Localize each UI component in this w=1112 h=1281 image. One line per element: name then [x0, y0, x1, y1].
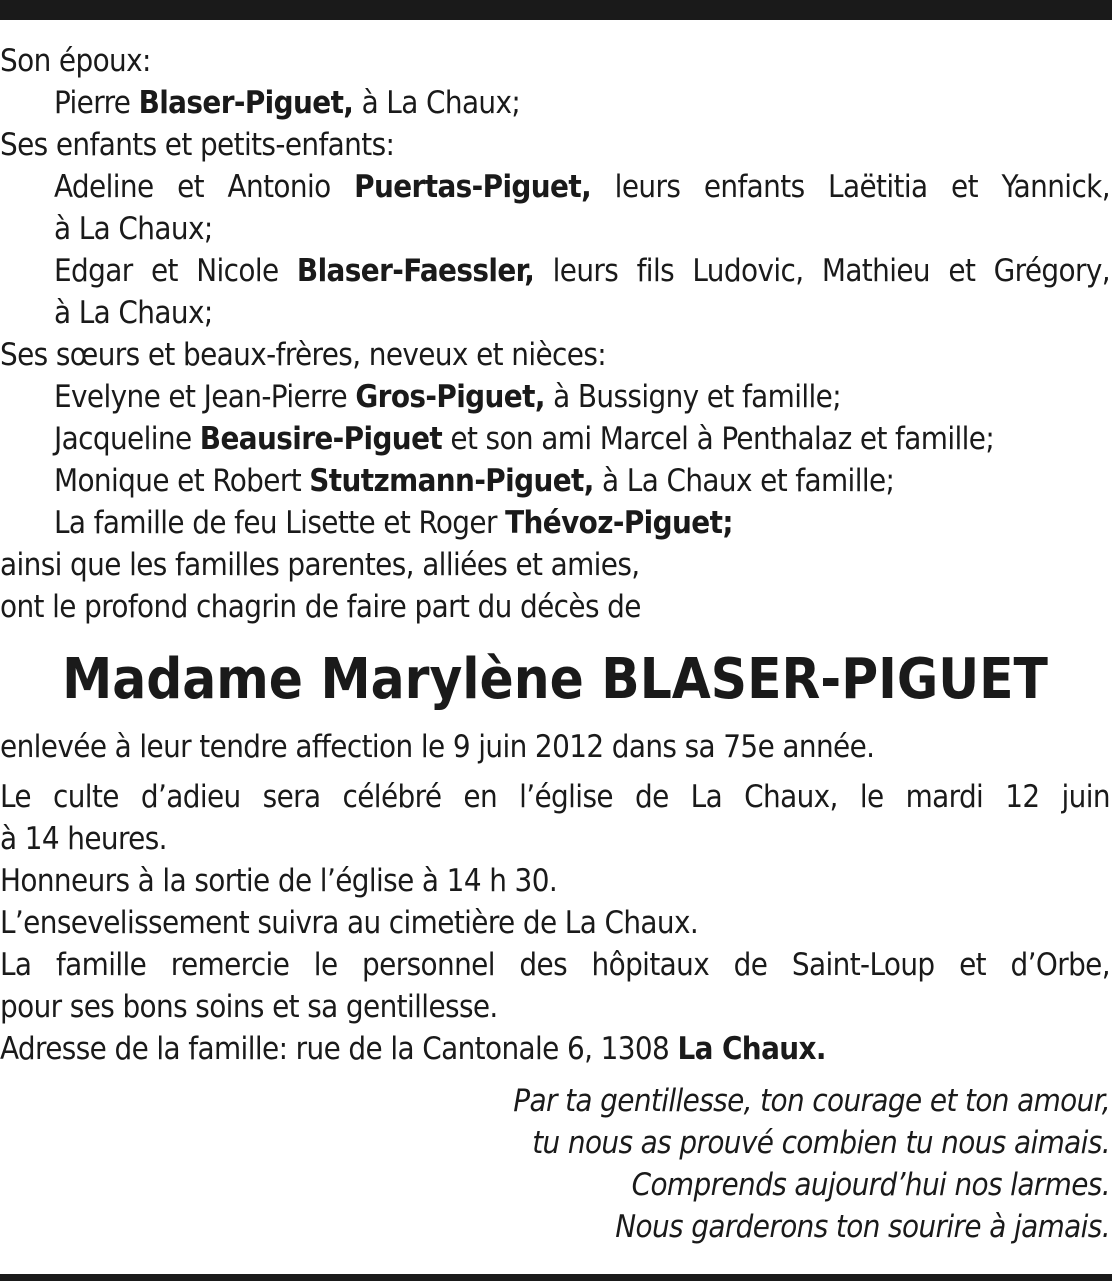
children-2-descendants: leurs fils Ludovic, Mathieu et Grégory,	[534, 253, 1110, 289]
children-1-names: Adeline et Antonio	[54, 169, 355, 205]
children-entry-2	[0, 250, 1110, 334]
children-1-location: à La Chaux;	[54, 211, 213, 247]
service-line-2: à 14 heures.	[0, 821, 167, 857]
spouse-surname: Blaser-Piguet,	[138, 85, 354, 121]
poem-line-4: Nous garderons ton sourire à jamais.	[615, 1209, 1110, 1245]
thanks-line-1: La famille remercie le personnel des hôpitaux de Saint-Loup et d’Orbe,	[0, 947, 1110, 983]
closing-poem	[0, 1080, 1110, 1248]
spouse-entry	[0, 82, 1110, 124]
poem-line-2: tu nous as prouvé combien tu nous aimais.	[532, 1125, 1110, 1161]
children-entry-1	[0, 166, 1110, 250]
children-heading: Ses enfants et petits-enfants:	[0, 127, 395, 163]
sibling-entry-3: Monique et Robert Stutzmann-Piguet, à La Chaux et famille;	[54, 463, 895, 499]
spouse-heading: Son époux:	[0, 43, 151, 79]
burial-line: L’ensevelissement suivra au cimetière de La Chaux.	[0, 905, 699, 941]
thanks-line-2: pour ses bons soins et sa gentillesse.	[0, 989, 498, 1025]
service-line-1: Le culte d’adieu sera célébré en l’église de La Chaux, le mardi 12 juin	[0, 779, 1110, 815]
sibling-entry-4: La famille de feu Lisette et Roger Thévoz-Piguet;	[54, 505, 733, 541]
children-2-location: à La Chaux;	[54, 295, 213, 331]
poem-line-3: Comprends aujourd’hui nos larmes.	[631, 1167, 1110, 1203]
children-1-surname: Puertas-Piguet,	[354, 169, 592, 205]
announce-line: ont le profond chagrin de faire part du décès de	[0, 589, 641, 625]
passing-line: enlevée à leur tendre affection le 9 juin 2012 dans sa 75e année.	[0, 729, 875, 765]
poem-line-1: Par ta gentillesse, ton courage et ton amour,	[513, 1083, 1110, 1119]
deceased-name: Madame Marylène BLASER-PIGUET	[62, 647, 1048, 712]
children-1-descendants: leurs enfants Laëtitia et Yannick,	[591, 169, 1110, 205]
bottom-rule	[0, 1274, 1112, 1281]
top-rule	[0, 0, 1112, 20]
obituary-notice	[0, 40, 1110, 1248]
children-2-names: Edgar et Nicole	[54, 253, 297, 289]
family-address: Adresse de la famille: rue de la Cantonale 6, 1308 La Chaux.	[0, 1031, 826, 1067]
sibling-entry-2: Jacqueline Beausire-Piguet et son ami Marcel à Penthalaz et famille;	[54, 421, 995, 457]
families-line: ainsi que les familles parentes, alliées et amies,	[0, 547, 640, 583]
spouse-given-name: Pierre	[54, 85, 139, 121]
children-2-surname: Blaser-Faessler,	[296, 253, 535, 289]
sibling-entry-1: Evelyne et Jean-Pierre Gros-Piguet, à Bussigny et famille;	[54, 379, 842, 415]
siblings-heading: Ses sœurs et beaux-frères, neveux et nièces:	[0, 337, 607, 373]
address-town: La Chaux.	[677, 1031, 826, 1067]
spouse-location: à La Chaux;	[353, 85, 521, 121]
honours-line: Honneurs à la sortie de l’église à 14 h 30.	[0, 863, 558, 899]
